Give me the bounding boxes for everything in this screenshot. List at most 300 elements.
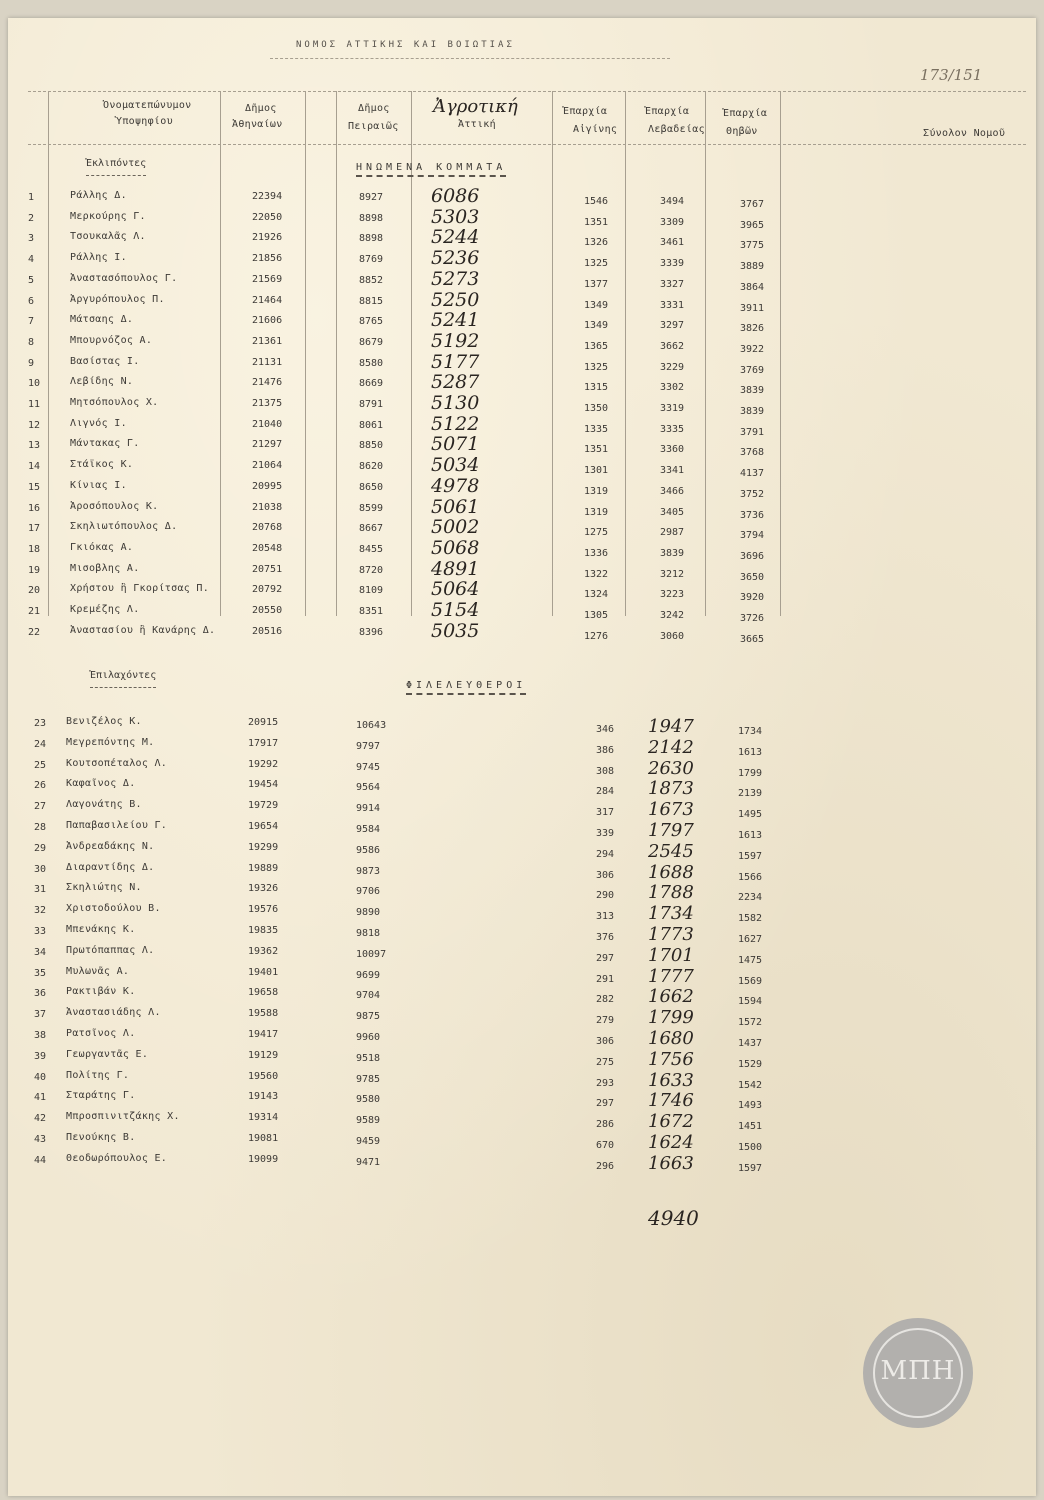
piraeus-votes: 8850 [359,440,384,452]
thebes-votes: 1495 [738,809,763,821]
aegina-votes: 1301 [584,465,609,477]
levadeia-votes: 1873 [648,778,694,800]
row-number: 39 [34,1050,47,1062]
candidate-name: Διαραντίδης Δ. [66,861,155,873]
athens-votes: 19417 [248,1029,279,1040]
group2-party: ΦΙΛΕΛΕΥΘΕΡΟΙ [406,680,526,695]
row-number: 27 [34,801,47,813]
piraeus-votes: 9589 [356,1115,381,1127]
aegina-votes: 1350 [584,403,609,414]
piraeus-votes: 8109 [359,585,384,597]
levadeia-votes: 1746 [648,1090,694,1112]
aegina-votes: 1546 [584,196,609,207]
attica-votes: 5064 [431,578,480,601]
levadeia-votes: 3335 [660,423,685,435]
row-number: 12 [28,419,41,431]
levadeia-votes: 3405 [660,506,685,518]
candidate-name: Γεωργαντᾶς Ε. [66,1048,149,1060]
thebes-votes: 1451 [738,1121,763,1133]
piraeus-votes: 8815 [359,295,384,307]
levadeia-votes: 1624 [648,1132,694,1153]
group1-label [86,158,146,176]
row-number: 21 [28,606,41,617]
athens-votes: 19362 [248,945,279,957]
aegina-votes: 306 [596,1036,615,1047]
aegina-votes: 279 [596,1015,615,1027]
candidate-name: Σταράτης Γ. [66,1090,136,1102]
athens-votes: 20995 [252,480,283,492]
thebes-votes: 1437 [738,1038,763,1049]
levadeia-votes: 2987 [660,527,685,539]
piraeus-votes: 8351 [359,606,384,617]
athens-votes: 21464 [252,294,283,306]
thebes-votes: 1475 [738,954,763,966]
aegina-votes: 670 [596,1140,615,1151]
row-number: 6 [28,295,35,307]
header-top-line [28,91,1026,92]
piraeus-votes: 9706 [356,886,381,898]
thebes-votes: 3965 [740,219,765,231]
attica-votes: 4891 [431,557,480,580]
thebes-votes: 1572 [738,1017,763,1029]
col-line [552,91,553,616]
levadeia-total: 4940 [648,1206,699,1230]
row-number: 40 [34,1071,47,1083]
row-number: 38 [34,1030,47,1041]
candidate-name: Λεβίδης Ν. [70,376,134,388]
row-number: 37 [34,1009,47,1021]
piraeus-votes: 8650 [359,481,384,493]
levadeia-votes: 3339 [660,258,685,270]
thebes-votes: 3911 [740,302,765,314]
levadeia-votes: 3242 [660,610,685,621]
candidate-name: Μπενάκης Κ. [66,924,136,935]
candidate-name: Ἀροσόπουλος Κ. [70,500,159,512]
row-number: 14 [28,461,41,473]
aegina-votes: 1276 [584,630,609,642]
candidate-name: Λαγονάτης Β. [66,799,142,811]
thebes-votes: 2234 [738,892,763,904]
levadeia-votes: 1734 [648,903,694,925]
row-number: 42 [34,1113,47,1125]
candidate-name: Σκηλιώτης Ν. [66,882,142,894]
aegina-votes: 1351 [584,444,609,456]
piraeus-votes: 8455 [359,543,384,555]
athens-votes: 20792 [252,584,283,596]
col-line [780,91,781,616]
thebes-votes: 1734 [738,726,763,737]
row-number: 22 [28,626,41,638]
athens-votes: 21375 [252,398,283,409]
candidate-name: Μάντακας Γ. [70,438,140,450]
levadeia-votes: 1680 [648,1028,694,1049]
thebes-votes: 1613 [738,746,763,758]
candidate-name: Χρήστου ἢ Γκορίτσας Π. [70,583,210,595]
levadeia-votes: 1799 [648,1007,694,1029]
thebes-votes: 3920 [740,592,765,604]
aegina-votes: 297 [596,952,615,964]
piraeus-votes: 10097 [356,948,387,960]
thebes-votes: 3839 [740,406,765,417]
header-athens-2: Ἀθηναίων [232,119,283,130]
attica-votes: 4978 [431,474,480,497]
header-athens-1: Δῆμος [245,103,277,114]
levadeia-votes: 1773 [648,924,694,945]
header-aegina-2: Αἰγίνης [573,124,618,135]
row-number: 23 [34,718,47,729]
athens-votes: 17917 [248,737,279,749]
attica-votes: 5071 [431,433,480,456]
thebes-votes: 1597 [738,850,763,862]
row-number: 26 [34,780,47,792]
row-number: 8 [28,336,35,348]
thebes-votes: 3769 [740,364,765,376]
levadeia-votes: 1701 [648,944,694,966]
aegina-votes: 1365 [584,340,609,352]
row-number: 24 [34,738,47,750]
aegina-votes: 346 [596,724,615,735]
thebes-votes: 1582 [738,913,763,925]
piraeus-votes: 8599 [359,502,384,514]
attica-votes: 5068 [431,536,480,559]
aegina-votes: 1336 [584,547,609,559]
thebes-votes: 1569 [738,975,763,987]
piraeus-votes: 10643 [356,720,387,731]
thebes-votes: 3767 [740,199,765,210]
athens-votes: 20550 [252,605,283,616]
thebes-votes: 3752 [740,488,765,500]
levadeia-votes: 3297 [660,320,685,332]
header-attica-2: Ἀττική [458,119,496,130]
athens-votes: 19099 [248,1153,279,1165]
row-number: 29 [34,842,47,854]
row-number: 2 [28,212,35,224]
piraeus-votes: 8898 [359,233,384,245]
candidate-name: Ράλλης Ι. [70,252,127,264]
athens-votes: 20768 [252,522,283,534]
athens-votes: 20751 [252,563,283,575]
candidate-name: Στάϊκος Κ. [70,459,134,471]
thebes-votes: 1500 [738,1142,763,1153]
row-number: 30 [34,863,47,875]
piraeus-votes: 9745 [356,761,381,773]
thebes-votes: 3794 [740,530,765,542]
row-number: 36 [34,988,47,1000]
col-line [705,91,706,616]
piraeus-votes: 8669 [359,378,384,390]
candidate-name: Σκηλιωτόπουλος Δ. [70,521,178,533]
row-number: 43 [34,1134,47,1145]
thebes-votes: 1613 [738,830,763,841]
col-line [220,91,221,616]
levadeia-votes: 3212 [660,568,685,580]
col-line [336,91,337,616]
piraeus-votes: 9564 [356,782,381,794]
aegina-votes: 1351 [584,216,609,228]
row-number: 17 [28,523,41,535]
aegina-votes: 286 [596,1119,615,1131]
candidate-name: Χριστοδούλου Β. [66,903,161,915]
row-number: 32 [34,905,47,917]
piraeus-votes: 8679 [359,336,384,348]
archive-reference: 173/151 [920,66,983,84]
levadeia-votes: 1797 [648,820,694,841]
thebes-votes: 3889 [740,261,765,273]
piraeus-votes: 9586 [356,844,381,856]
piraeus-votes: 9914 [356,803,381,815]
piraeus-votes: 8898 [359,212,384,224]
candidate-name: Μερκούρης Γ. [70,210,146,222]
athens-votes: 19326 [248,883,279,895]
candidate-name: Κρεμέζης Λ. [70,604,140,615]
row-number: 11 [28,399,41,410]
thebes-votes: 1597 [738,1162,763,1174]
athens-votes: 20548 [252,542,283,554]
piraeus-votes: 9960 [356,1032,381,1043]
piraeus-votes: 9580 [356,1094,381,1106]
athens-votes: 19129 [248,1049,279,1061]
candidate-name: Γκιόκας Α. [70,541,134,553]
attica-votes: 5034 [431,454,480,477]
levadeia-votes: 2142 [648,736,694,758]
piraeus-votes: 8769 [359,254,384,266]
attica-votes: 5236 [431,247,480,270]
athens-votes: 21297 [252,439,283,451]
athens-votes: 19299 [248,841,279,853]
candidate-name: Βενιζέλος Κ. [66,716,142,727]
levadeia-votes: 3327 [660,278,685,290]
row-number: 1 [28,192,35,203]
levadeia-votes: 3223 [660,589,685,601]
aegina-votes: 282 [596,994,615,1006]
levadeia-votes: 1663 [648,1152,694,1174]
athens-votes: 19729 [248,800,279,812]
piraeus-votes: 8927 [359,192,384,203]
piraeus-votes: 9518 [356,1052,381,1064]
athens-votes: 21361 [252,335,283,347]
archive-seal [863,1318,973,1428]
piraeus-votes: 9890 [356,907,381,919]
aegina-votes: 313 [596,911,615,923]
attica-votes: 5122 [431,412,480,435]
candidate-name: Πολίτης Γ. [66,1069,130,1081]
row-number: 20 [28,585,41,597]
candidate-name: Ρακτιβάν Κ. [66,986,136,998]
athens-votes: 19835 [248,925,279,936]
aegina-votes: 1315 [584,382,609,394]
attica-votes: 5303 [431,205,480,228]
piraeus-votes: 8620 [359,461,384,473]
attica-votes: 5002 [431,516,480,539]
attica-votes: 5250 [431,288,480,311]
athens-votes: 19454 [248,779,279,791]
attica-votes: 5035 [431,619,480,642]
header-candidate-1: Ὀνοματεπώνυμον [103,100,192,111]
thebes-votes: 3775 [740,240,765,252]
piraeus-votes: 8852 [359,274,384,286]
athens-votes: 19588 [248,1008,279,1020]
levadeia-votes: 3461 [660,237,685,249]
aegina-votes: 1349 [584,299,609,311]
levadeia-votes: 1947 [648,716,694,737]
athens-votes: 21064 [252,460,283,472]
athens-votes: 21856 [252,253,283,265]
header-bottom-line [28,144,1026,145]
thebes-votes: 3839 [740,385,765,397]
candidate-name: Πενούκης Β. [66,1132,136,1143]
athens-votes: 19658 [248,987,279,999]
athens-votes: 21131 [252,356,283,368]
attica-votes: 5061 [431,495,480,518]
levadeia-votes: 3494 [660,196,685,207]
header-piraeus-1: Δῆμος [358,103,390,114]
aegina-votes: 294 [596,848,615,860]
candidate-name: Κίνιας Ι. [70,479,127,491]
row-number: 44 [34,1154,47,1166]
col-line [48,91,49,616]
row-number: 9 [28,357,35,369]
levadeia-votes: 3302 [660,382,685,394]
piraeus-votes: 9704 [356,990,381,1002]
levadeia-votes: 3360 [660,444,685,456]
thebes-votes: 3791 [740,426,765,438]
levadeia-votes: 3309 [660,216,685,228]
aegina-votes: 284 [596,786,615,798]
thebes-votes: 1529 [738,1058,763,1070]
aegina-votes: 1325 [584,361,609,373]
candidate-name: Καφαῖνος Δ. [66,778,136,790]
header-attica-1: Ἀγροτική [433,96,518,117]
header-levadeia-2: Λεβαδείας [648,124,705,135]
candidate-name: Ἀργυρόπουλος Π. [70,293,165,305]
candidate-name: Πρωτόπαππας Λ. [66,944,155,956]
levadeia-votes: 3331 [660,299,685,311]
thebes-votes: 3736 [740,509,765,521]
piraeus-votes: 8765 [359,316,384,328]
aegina-votes: 1325 [584,258,609,270]
header-piraeus-2: Πειραιῶς [348,121,399,132]
attica-votes: 5244 [431,226,480,249]
aegina-votes: 296 [596,1160,615,1172]
aegina-votes: 1319 [584,485,609,497]
header-levadeia-1: Ἐπαρχία [645,106,690,117]
row-number: 34 [34,946,47,958]
row-number: 5 [28,274,35,286]
thebes-votes: 1493 [738,1100,763,1112]
piraeus-votes: 8720 [359,564,384,576]
thebes-votes: 1594 [738,996,763,1008]
row-number: 3 [28,233,35,245]
levadeia-votes: 3839 [660,547,685,559]
piraeus-votes: 9785 [356,1073,381,1085]
piraeus-votes: 9873 [356,865,381,877]
levadeia-votes: 3319 [660,403,685,414]
attica-votes: 5130 [431,392,480,414]
athens-votes: 22050 [252,211,283,223]
aegina-votes: 1275 [584,527,609,539]
athens-votes: 21926 [252,232,283,244]
aegina-votes: 386 [596,744,615,756]
aegina-votes: 317 [596,807,615,819]
candidate-name: Μυλωνᾶς Α. [66,965,130,977]
attica-votes: 5287 [431,371,480,394]
group1-label-text: Ἐκλιπόντες [86,158,147,169]
attica-votes: 5241 [431,309,480,332]
piraeus-votes: 8667 [359,523,384,535]
levadeia-votes: 3466 [660,485,685,497]
athens-votes: 20516 [252,625,283,637]
aegina-votes: 308 [596,765,615,777]
piraeus-votes: 9818 [356,928,381,939]
row-number: 18 [28,543,41,555]
row-number: 4 [28,254,35,266]
piraeus-votes: 9584 [356,824,381,835]
candidate-name: Ἀνδρεαδάκης Ν. [66,840,155,852]
athens-votes: 21569 [252,273,283,285]
levadeia-votes: 1777 [648,965,694,987]
athens-votes: 19560 [248,1070,279,1082]
athens-votes: 21476 [252,377,283,389]
candidate-name: Ἀναστασίου ἢ Κανάρης Δ. [70,624,216,636]
col-line [305,91,306,616]
aegina-votes: 306 [596,869,615,881]
aegina-votes: 1319 [584,506,609,518]
aegina-votes: 291 [596,973,615,985]
levadeia-votes: 1662 [648,986,694,1008]
aegina-votes: 293 [596,1077,615,1089]
title-underline [270,58,670,59]
attica-votes: 5273 [431,267,480,290]
candidate-name: Μισοβλης Α. [70,562,140,574]
group1-party: ΗΝΩΜΕΝΑ ΚΟΜΜΑΤΑ [356,162,506,177]
levadeia-votes: 1633 [648,1069,694,1091]
thebes-votes: 3826 [740,323,765,335]
candidate-name: Ρατσῖνος Λ. [66,1028,136,1039]
thebes-votes: 1627 [738,934,763,945]
piraeus-votes: 9459 [356,1136,381,1147]
thebes-votes: 3922 [740,343,765,355]
levadeia-votes: 2545 [648,840,694,862]
piraeus-votes: 8580 [359,357,384,369]
candidate-name: Μπουρνόζος Α. [70,334,153,346]
athens-votes: 19081 [248,1133,279,1144]
aegina-votes: 1305 [584,610,609,621]
attica-votes: 5192 [431,329,480,352]
piraeus-votes: 9699 [356,969,381,981]
header-thebes-2: Θηβῶν [726,126,758,137]
aegina-votes: 1322 [584,568,609,580]
levadeia-votes: 2630 [648,757,694,779]
candidate-name: Μεγρεπόντης Μ. [66,736,155,748]
row-number: 16 [28,502,41,514]
athens-votes: 19314 [248,1112,279,1124]
group2-label-text: Ἐπιλαχόντες [90,670,157,681]
thebes-votes: 2139 [738,788,763,800]
levadeia-votes: 1756 [648,1048,694,1070]
row-number: 25 [34,759,47,771]
thebes-votes: 3726 [740,613,765,624]
thebes-votes: 1566 [738,871,763,883]
row-number: 19 [28,564,41,576]
row-number: 35 [34,967,47,979]
levadeia-votes: 1788 [648,882,694,904]
levadeia-votes: 1672 [648,1111,694,1133]
candidate-name: Μάτσαης Δ. [70,314,134,326]
aegina-votes: 275 [596,1056,615,1068]
aegina-votes: 376 [596,932,615,943]
candidate-name: Μητσόπουλος Χ. [70,397,159,408]
col-line [625,91,626,616]
